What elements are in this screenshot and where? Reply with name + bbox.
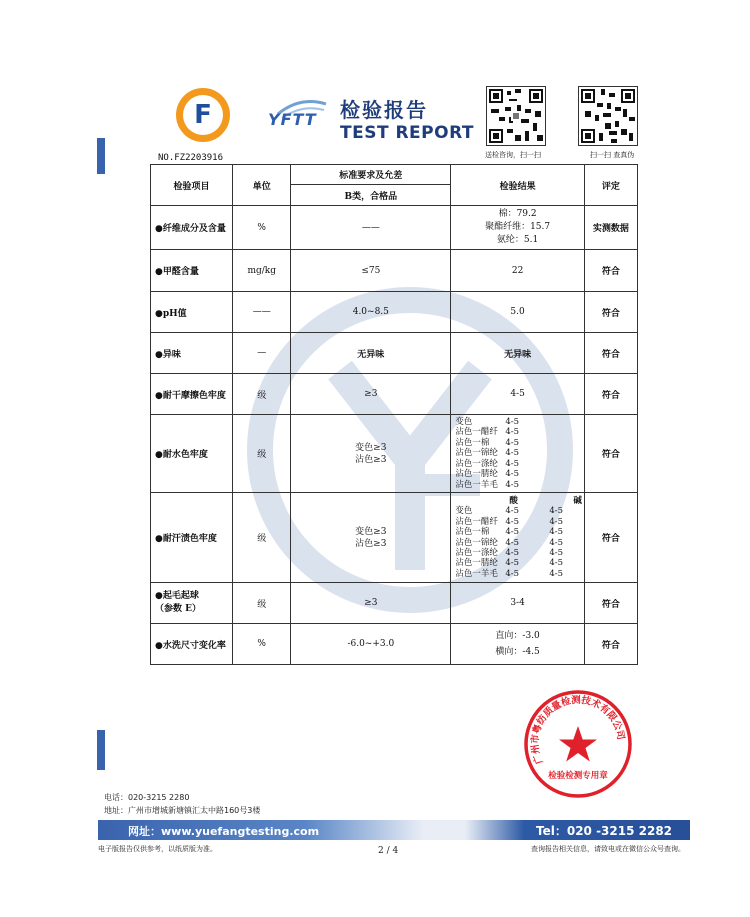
result-acid: 4-5 <box>505 568 520 579</box>
result-triple <box>455 569 582 579</box>
result-alkali: 4-5 <box>549 547 564 558</box>
unit-cell: mg/kg <box>233 250 291 292</box>
result-label: 沾色一腈纶 <box>455 558 498 569</box>
unit-cell: 级 <box>233 374 291 415</box>
result-label: 沾色一锦纶 <box>455 537 498 548</box>
result-value: 4-5 <box>505 479 520 490</box>
standard-cell: ≤75 <box>291 250 451 292</box>
unit-cell: — <box>233 333 291 374</box>
item-sub-label: （参数 E） <box>155 604 201 614</box>
standard-cell: 无异味 <box>291 333 451 374</box>
verdict-cell: 符合 <box>584 583 637 624</box>
result-pair <box>455 417 582 427</box>
item-cell: ●pH值 <box>151 292 233 333</box>
result-cell <box>451 493 585 583</box>
page-number: 2 / 4 <box>378 846 399 856</box>
result-cell <box>451 415 585 493</box>
unit-cell: —— <box>233 292 291 333</box>
result-label: 沾色一醋纤 <box>455 516 498 527</box>
item-cell: ●水洗尺寸变化率 <box>151 624 233 665</box>
result-cell: 22 <box>451 250 585 292</box>
result-alkali: 4-5 <box>549 558 564 569</box>
result-acid: 4-5 <box>505 527 520 538</box>
result-label: 变色 <box>455 506 473 517</box>
unit-cell: % <box>233 206 291 250</box>
verdict-cell: 符合 <box>584 250 637 292</box>
result-acid: 4-5 <box>505 547 520 558</box>
result-label: 沾色一醋纤 <box>455 427 498 438</box>
verdict-cell: 符合 <box>584 333 637 374</box>
company-logo <box>176 88 230 142</box>
result-head-acid: 酸 <box>509 495 518 506</box>
item-cell: ●耐干摩擦色牢度 <box>151 374 233 415</box>
table-row <box>151 583 638 624</box>
result-head <box>455 496 582 506</box>
result-line: 横向：-4.5 <box>495 647 540 657</box>
item-cell <box>151 583 233 624</box>
yftt-brand-text: YFTT <box>268 110 317 129</box>
report-title-en: TEST REPORT <box>340 123 475 143</box>
result-cell: 3-4 <box>451 583 585 624</box>
result-label: 沾色一羊毛 <box>455 479 498 490</box>
result-value: 4-5 <box>505 437 520 448</box>
verdict-cell: 实测数据 <box>584 206 637 250</box>
table-row <box>151 493 638 583</box>
qr-code-consult <box>486 86 546 146</box>
result-pair <box>455 448 582 458</box>
footer-phone: 电话：020-3215 2280 <box>104 793 190 802</box>
result-label: 沾色一棉 <box>455 527 490 538</box>
standard-cell <box>291 493 451 583</box>
result-triple <box>455 527 582 537</box>
result-label: 沾色一涤纶 <box>455 547 498 558</box>
qr-code-verify <box>578 86 638 146</box>
table-row <box>151 333 638 374</box>
svg-text:检验检测专用章: 检验检测专用章 <box>548 771 608 781</box>
result-alkali: 4-5 <box>549 537 564 548</box>
table-row <box>151 374 638 415</box>
header-result: 检验结果 <box>451 165 585 206</box>
result-alkali: 4-5 <box>549 516 564 527</box>
result-value: 4-5 <box>505 469 520 480</box>
item-cell: ●甲醛含量 <box>151 250 233 292</box>
qr-verify-caption: 扫一扫 查真伪 <box>590 151 635 159</box>
result-label: 沾色一羊毛 <box>455 568 498 579</box>
result-alkali: 4-5 <box>549 568 564 579</box>
result-label: 沾色一锦纶 <box>455 448 498 459</box>
official-seal-stamp <box>522 688 634 800</box>
standard-cell: ≥3 <box>291 374 451 415</box>
result-pair <box>455 469 582 479</box>
result-triple <box>455 558 582 568</box>
result-triple <box>455 538 582 548</box>
footer-address: 地址：广州市增城新塘镇汇太中路160号3楼 <box>104 806 261 815</box>
verdict-cell: 符合 <box>584 624 637 665</box>
result-value: 4-5 <box>505 458 520 469</box>
table-row <box>151 250 638 292</box>
verdict-cell: 符合 <box>584 292 637 333</box>
table-row <box>151 206 638 250</box>
result-pair <box>455 480 582 490</box>
result-cell <box>451 206 585 250</box>
footer-note-left: 电子版报告仅供参考，以纸质版为准。 <box>98 845 217 853</box>
result-label: 沾色一腈纶 <box>455 469 498 480</box>
header-item: 检验项目 <box>151 165 233 206</box>
unit-cell: % <box>233 624 291 665</box>
standard-line: 变色≥3 <box>355 526 387 537</box>
svg-text:广州市粤纺质量检测技术有限公司: 广州市粤纺质量检测技术有限公司 <box>529 694 627 766</box>
result-line: 聚酯纤维：15.7 <box>485 222 551 232</box>
header-standard: 标准要求及允差 <box>291 165 451 185</box>
standard-line: 变色≥3 <box>355 442 387 453</box>
result-line: 直向：-3.0 <box>495 631 540 641</box>
footer-tel: Tel：020 -3215 2282 <box>536 824 673 838</box>
result-pair <box>455 438 582 448</box>
side-accent-bar <box>97 730 105 770</box>
result-acid: 4-5 <box>505 558 520 569</box>
table-header-row <box>151 165 638 185</box>
standard-cell: -6.0~+3.0 <box>291 624 451 665</box>
table-row <box>151 415 638 493</box>
result-value: 4-5 <box>505 427 520 438</box>
result-alkali: 4-5 <box>549 527 564 538</box>
item-cell: ●耐汗渍色牢度 <box>151 493 233 583</box>
result-triple <box>455 548 582 558</box>
table-row <box>151 292 638 333</box>
item-cell: ●纤维成分及含量 <box>151 206 233 250</box>
result-acid: 4-5 <box>505 506 520 517</box>
standard-cell <box>291 415 451 493</box>
table-row <box>151 624 638 665</box>
header-unit: 单位 <box>233 165 291 206</box>
standard-cell: ≥3 <box>291 583 451 624</box>
result-cell <box>451 624 585 665</box>
item-cell: ●耐水色牢度 <box>151 415 233 493</box>
result-value: 4-5 <box>505 448 520 459</box>
verdict-cell: 符合 <box>584 493 637 583</box>
result-triple <box>455 506 582 516</box>
result-label: 沾色一涤纶 <box>455 458 498 469</box>
unit-cell: 级 <box>233 583 291 624</box>
footer-website-link[interactable]: 网址：www.yuefangtesting.com <box>128 825 320 838</box>
header-verdict: 评定 <box>584 165 637 206</box>
qr-consult-caption: 送检咨询，扫一扫 <box>485 151 541 159</box>
unit-cell: 级 <box>233 415 291 493</box>
footer-note-right: 查询报告相关信息，请致电或在微信公众号查询。 <box>531 845 685 853</box>
result-triple <box>455 517 582 527</box>
report-title-cn: 检验报告 <box>340 98 428 122</box>
result-value: 4-5 <box>505 417 520 428</box>
standard-line: 沾色≥3 <box>355 538 387 549</box>
result-cell: 5.0 <box>451 292 585 333</box>
result-pair <box>455 427 582 437</box>
side-accent-bar <box>97 138 105 174</box>
result-label: 变色 <box>455 417 473 428</box>
item-label: ●起毛起球 <box>155 591 199 601</box>
result-cell: 无异味 <box>451 333 585 374</box>
result-line: 棉：79.2 <box>498 209 537 219</box>
standard-cell: —— <box>291 206 451 250</box>
result-acid: 4-5 <box>505 537 520 548</box>
standard-cell: 4.0~8.5 <box>291 292 451 333</box>
verdict-cell: 符合 <box>584 374 637 415</box>
result-head-alkali: 碱 <box>573 495 582 506</box>
unit-cell: 级 <box>233 493 291 583</box>
result-alkali: 4-5 <box>549 506 564 517</box>
verdict-cell: 符合 <box>584 415 637 493</box>
report-number: NO.FZ2203916 <box>158 153 224 163</box>
result-label: 沾色一棉 <box>455 437 490 448</box>
company-logo-letter: F <box>183 95 223 135</box>
test-results-table <box>150 164 638 665</box>
result-line: 氨纶：5.1 <box>496 235 539 245</box>
result-cell: 4-5 <box>451 374 585 415</box>
result-pair <box>455 459 582 469</box>
header-standard-sub: B类，合格品 <box>291 185 451 206</box>
standard-line: 沾色≥3 <box>355 454 387 465</box>
result-acid: 4-5 <box>505 516 520 527</box>
item-cell: ●异味 <box>151 333 233 374</box>
